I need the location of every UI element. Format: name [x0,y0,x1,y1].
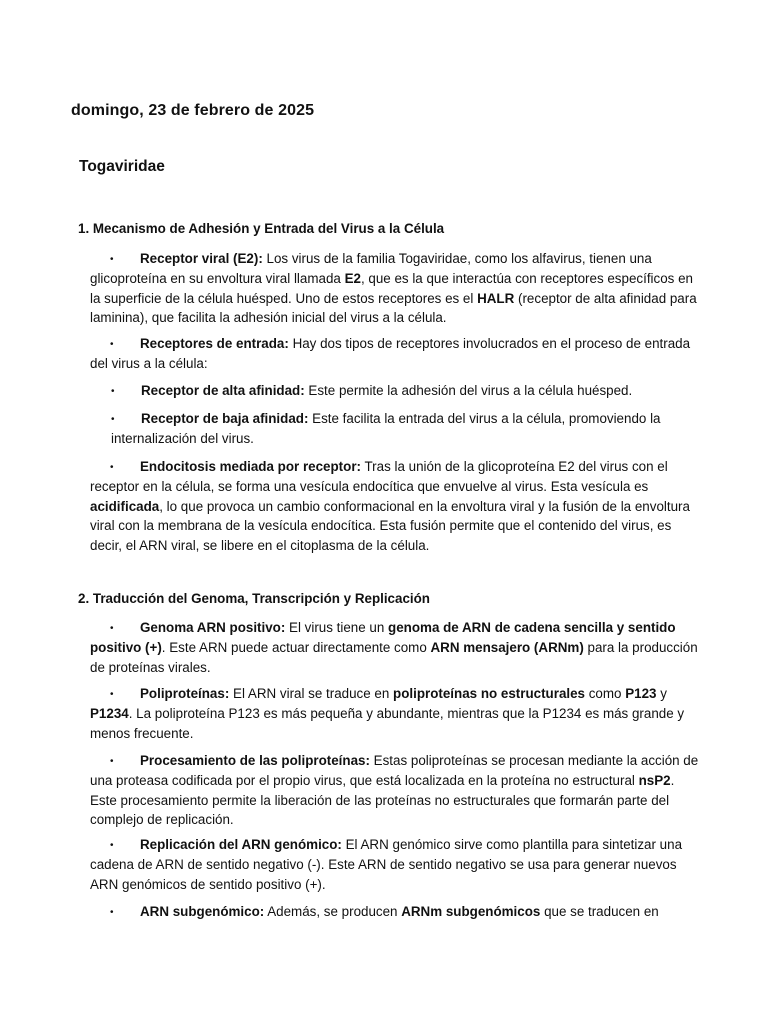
s1-bullet-alta-afinidad: • Receptor de alta afinidad: Este permite la adhesión del virus a la célula huésped. [111,381,701,401]
document-title: Togaviridae [79,158,165,175]
bullet-glyph: • [110,907,114,918]
s1-bullet-baja-afinidad: • Receptor de baja afinidad: Este facilita la entrada del virus a la célula, promoviendo la internalización del virus. [111,411,661,447]
bullet-glyph: • [110,756,114,767]
s2-bullet-poliproteinas: • Poliproteínas: El ARN viral se traduce en poliproteínas no estructurales como P123 y P1234. La poliproteína P123 es más pequeña y abundante, mientras que la P1234 es más grande y menos frecuente. [90,686,685,741]
s2-bullet-procesamiento: • Procesamiento de las poliproteínas: Estas poliproteínas se procesan mediante la acción de una proteasa codificada por el propio virus, que está localizada en la proteína no estructural nsP2. Este procesamiento permite la liberación de las proteínas no estructurales que formarán parte del complejo de replicación. [90,753,699,828]
bullet-glyph: • [110,462,114,473]
bullet-glyph: • [110,339,114,350]
section-2-heading: 2. Traducción del Genoma, Transcripción y Replicación [78,591,430,606]
section-1-heading: 1. Mecanismo de Adhesión y Entrada del Virus a la Célula [78,221,445,236]
s2-bullet-replicacion: • Replicación del ARN genómico: El ARN genómico sirve como plantilla para sintetizar una cadena de ARN de sentido negativo (-). Este ARN de sentido negativo se usa para generar nuevos ARN genómicos de sentido positivo (+). [90,837,683,892]
s1-bullet-receptores-entrada: • Receptores de entrada: Hay dos tipos de receptores involucrados en el proceso de entrada del virus a la célula: [90,336,691,372]
bullet-glyph: • [110,689,114,700]
bullet-glyph: • [111,414,115,425]
document-date: domingo, 23 de febrero de 2025 [71,102,315,119]
bullet-glyph: • [111,386,115,397]
s2-bullet-genoma: • Genoma ARN positivo: El virus tiene un genoma de ARN de cadena sencilla y sentido positivo (+). Este ARN puede actuar directamente como ARN mensajero (ARNm) para la producción de proteínas virales. [90,620,698,675]
s1-bullet-receptor-viral: • Receptor viral (E2): Los virus de la familia Togaviridae, como los alfavirus, tienen una glicoproteína en su envoltura viral llamada E2, que es la que interactúa con receptores específicos en la superficie de la célula huésped. Uno de estos receptores es el HALR (receptor de alta afinidad para laminina), que facilita la adhesión inicial del virus a la célula. [90,251,697,326]
bullet-glyph: • [110,254,114,265]
bullet-glyph: • [110,623,114,634]
s2-bullet-arn-subgenomico: • ARN subgenómico: Además, se producen ARNm subgenómicos que se traducen en [90,902,700,922]
bullet-glyph: • [110,840,114,851]
s1-bullet-endocitosis: • Endocitosis mediada por receptor: Tras la unión de la glicoproteína E2 del virus con el receptor en la célula, se forma una vesícula endocítica que envuelve al virus. Esta vesícula es acidificada, lo que provoca un cambio conformacional en la envoltura viral y la fusión de la envoltura viral con la membrana de la vesícula endocítica. Esta fusión permite que el contenido del virus, es decir, el ARN viral, se libere en el citoplasma de la célula. [90,459,690,553]
